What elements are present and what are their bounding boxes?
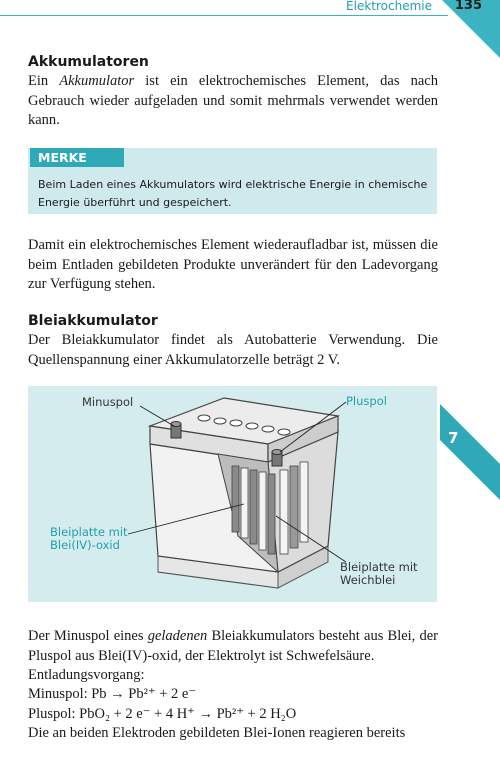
header-rule [0, 15, 448, 16]
merke-tag: MERKE [30, 148, 124, 167]
page-header [0, 0, 500, 16]
akkumulator-term: Akkumulator [59, 73, 135, 89]
bleiakkumulator-text: Der Bleiakkumulator findet als Autobatterie Verwendung. Die Quellenspannung einer Akkumulatorzelle beträgt 2 V. [28, 332, 438, 368]
paragraph-wiederaufladbar: Damit ein elektrochemisches Element wiederaufladbar ist, müssen die beim Entladen gebildeten Produkte unverändert für den Ladevorgang zur Verfügung stehen. [28, 237, 438, 292]
chapter-number: 7 [448, 429, 459, 447]
page-number: 135 [454, 0, 482, 13]
blei-ionen-line: Die an beiden Elektroden gebildeten Blei-Ionen reagieren bereits [28, 725, 406, 741]
battery-figure [28, 386, 437, 602]
akkumulatoren-heading: Akkumulatoren [28, 54, 149, 70]
paragraph-geladen: Der Minuspol eines geladenen Bleiakkumulators besteht aus Blei, der Pluspol aus Blei(IV)-oxid, der Elektrolyt ist Schwefelsäure. [28, 628, 439, 664]
section-title: Elektrochemie [346, 0, 432, 13]
minuspol-label: Minuspol [82, 395, 134, 409]
bleiakkumulator-heading: Bleiakkumulator [28, 313, 158, 329]
entladungsvorgang-label: Entladungsvorgang: [28, 667, 145, 683]
bleiplatte-bleioxid-label: Bleiplatte mit Blei(IV)-oxid [50, 525, 128, 552]
bleiplatte-weichblei-label: Bleiplatte mit Weichblei [340, 560, 418, 587]
minuspol-equation: Minuspol: Pb → Pb²⁺ + 2 e⁻ [28, 686, 197, 702]
merke-text: Beim Laden eines Akkumulators wird elektrische Energie in chemische Energie überführt und gespeichert. [38, 178, 428, 209]
chapter-tab [440, 404, 500, 500]
geladen-term: geladenen [147, 628, 208, 644]
merke-box [28, 148, 437, 214]
pluspol-label: Pluspol [346, 394, 387, 408]
akkumulator-definition: Ein Akkumulator ist ein elektrochemisches Element, das nach Gebrauch wieder aufgeladen und somit mehrmals verwendet werden kann. [28, 73, 438, 128]
pluspol-equation: Pluspol: PbO₂ + 2 e⁻ + 4 H⁺ → Pb²⁺ + 2 H₂O [28, 706, 297, 722]
